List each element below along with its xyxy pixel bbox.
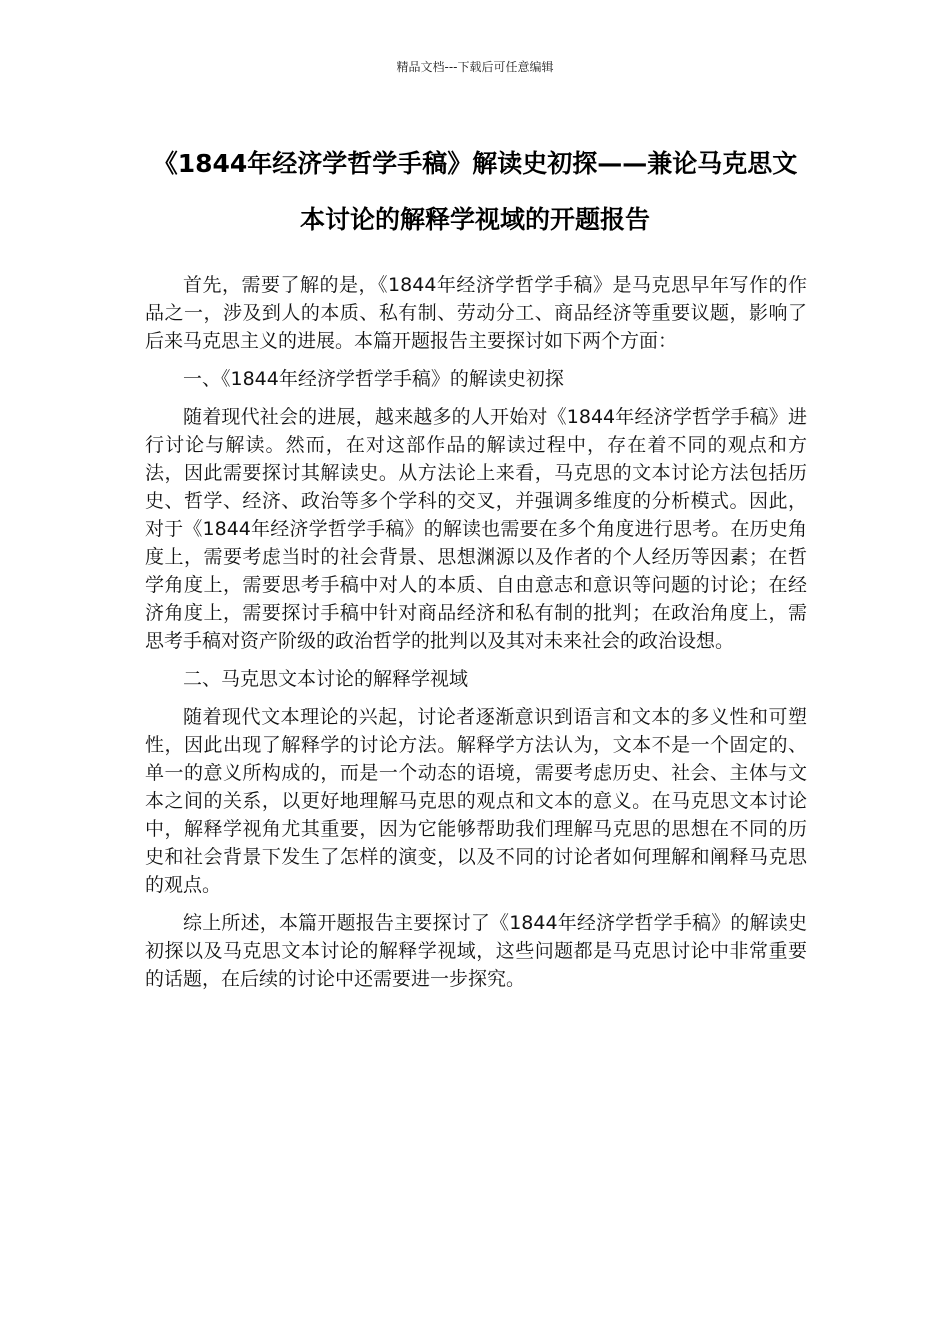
section-heading-1: 一、《1844年经济学哲学手稿》的解读史初探 bbox=[183, 368, 564, 390]
section-heading-2: 二、马克思文本讨论的解释学视域 bbox=[183, 668, 469, 690]
intro-paragraph: 首先，需要了解的是，《1844年经济学哲学手稿》是马克思早年写作的作品之一，涉及到人的本质、私有制、劳动分工、商品经济等重要议题，影响了后来马克思主义的进展。本篇开题报告主要探讨如下两个方面： bbox=[145, 274, 807, 352]
section-1-paragraph: 随着现代社会的进展，越来越多的人开始对《1844年经济学哲学手稿》进行讨论与解读。然而，在对这部作品的解读过程中，存在着不同的观点和方法，因此需要探讨其解读史。从方法论上来看，马克思的文本讨论方法包括历史、哲学、经济、政治等多个学科的交叉，并强调多维度的分析模式。因此，对于《1844年经济学哲学手稿》的解读也需要在多个角度进行思考。在历史角度上，需要考虑当时的社会背景、思想渊源以及作者的个人经历等因素；在哲学角度上，需要思考手稿中对人的本质、自由意志和意识等问题的讨论；在经济角度上，需要探讨手稿中针对商品经济和私有制的批判；在政治角度上，需思考手稿对资产阶级的政治哲学的批判以及其对未来社会的政治设想。 bbox=[145, 406, 807, 652]
conclusion-paragraph: 综上所述，本篇开题报告主要探讨了《1844年经济学哲学手稿》的解读史初探以及马克思文本讨论的解释学视域，这些问题都是马克思讨论中非常重要的话题，在后续的讨论中还需要进一步探究。 bbox=[145, 912, 807, 990]
section-2-paragraph: 随着现代文本理论的兴起，讨论者逐渐意识到语言和文本的多义性和可塑性，因此出现了解释学的讨论方法。解释学方法认为，文本不是一个固定的、单一的意义所构成的，而是一个动态的语境，需要考虑历史、社会、主体与文本之间的关系，以更好地理解马克思的观点和文本的意义。在马克思文本讨论中，解释学视角尤其重要，因为它能够帮助我们理解马克思的思想在不同的历史和社会背景下发生了怎样的演变，以及不同的讨论者如何理解和阐释马克思的观点。 bbox=[145, 706, 807, 896]
document-body bbox=[145, 271, 807, 1003]
header-note: 精品文档---下载后可任意编辑 bbox=[396, 60, 554, 74]
document-title: 《1844年经济学哲学手稿》解读史初探——兼论马克思文本讨论的解释学视域的开题报告 bbox=[152, 149, 798, 234]
